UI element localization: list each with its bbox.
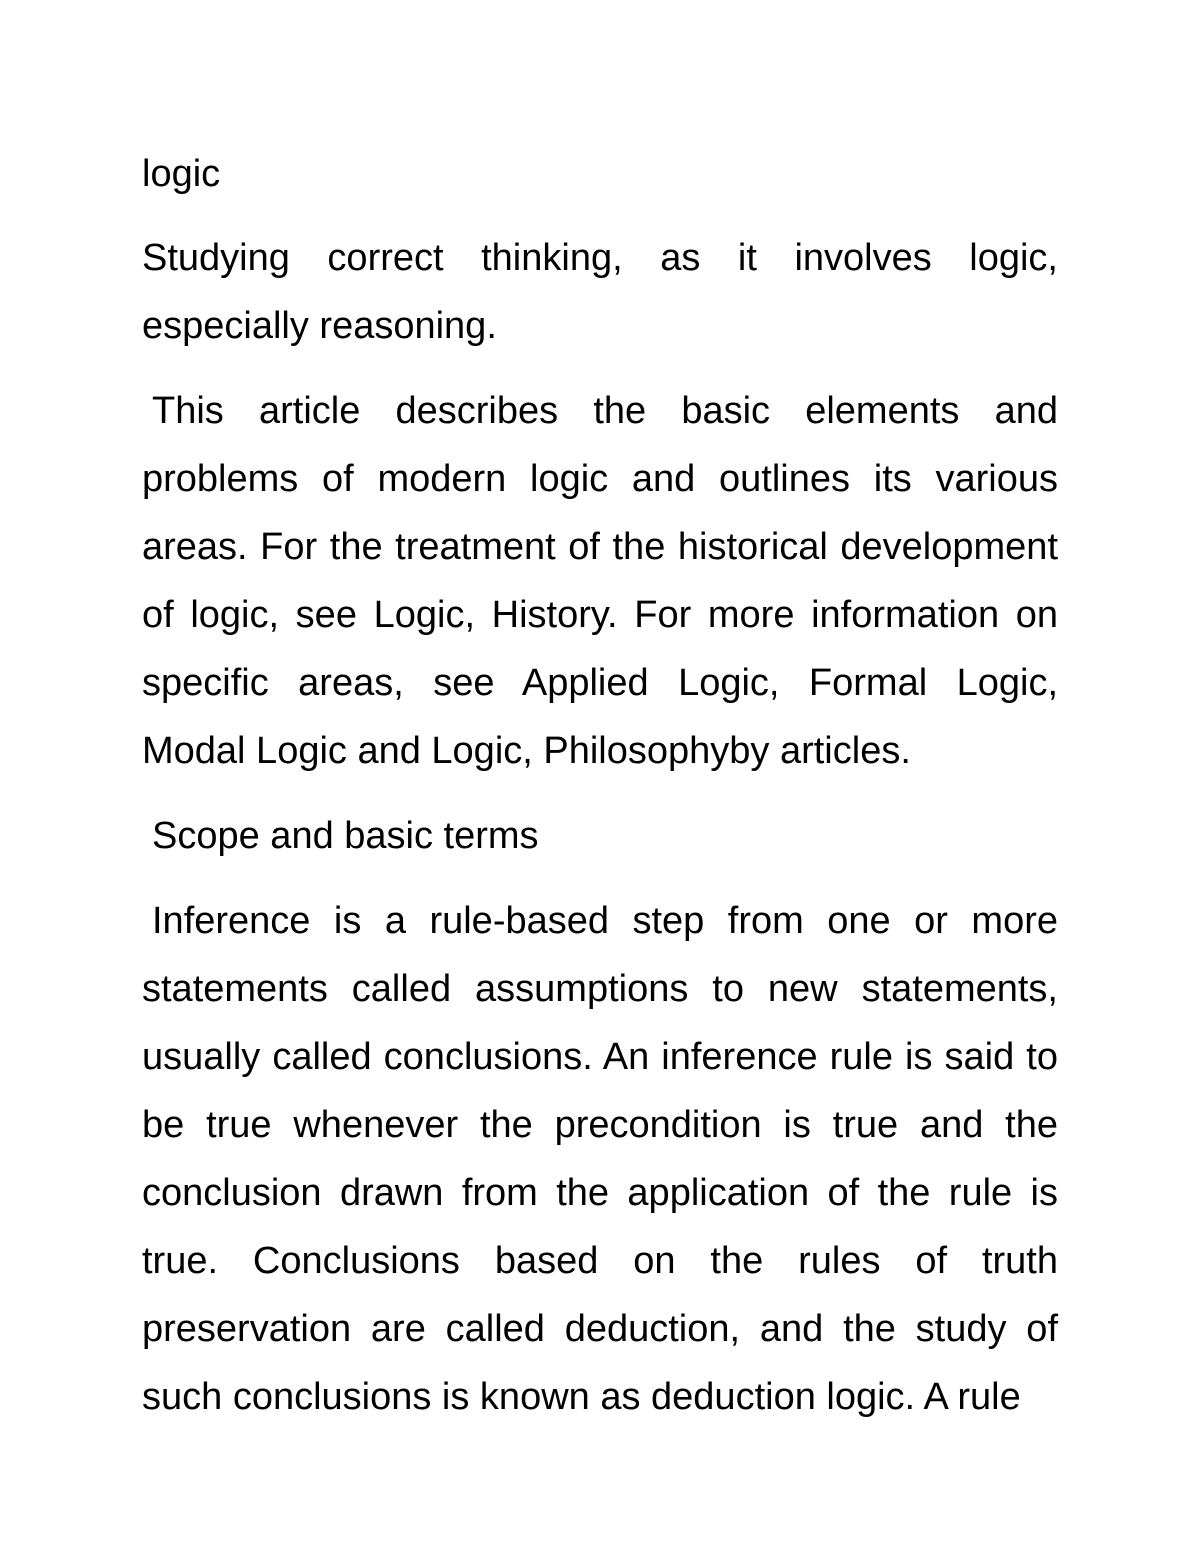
document-body xyxy=(142,140,1058,1448)
paragraph-article-overview: This article describes the basic elements and problems of modern logic and outlines its various areas. For the treatment of the historical development of logic, see Logic, History. For more information on specific areas, see Applied Logic, Formal Logic, Modal Logic and Logic, Philosophyby articles. xyxy=(142,390,1058,772)
paragraph-inference: Inference is a rule-based step from one or more statements called assumptions to new statements, usually called conclusions. An inference rule is said to be true whenever the precondition is true and the conclusion drawn from the application of the rule is true. Conclusions based on the rules of truth preservation are called deduction, and the study of such conclusions is known as deduction logic. A rule xyxy=(142,900,1058,1418)
document-title: logic xyxy=(142,153,221,195)
paragraph-definition: Studying correct thinking, as it involves logic, especially reasoning. xyxy=(142,237,1058,347)
section-heading-scope: Scope and basic terms xyxy=(152,815,539,857)
